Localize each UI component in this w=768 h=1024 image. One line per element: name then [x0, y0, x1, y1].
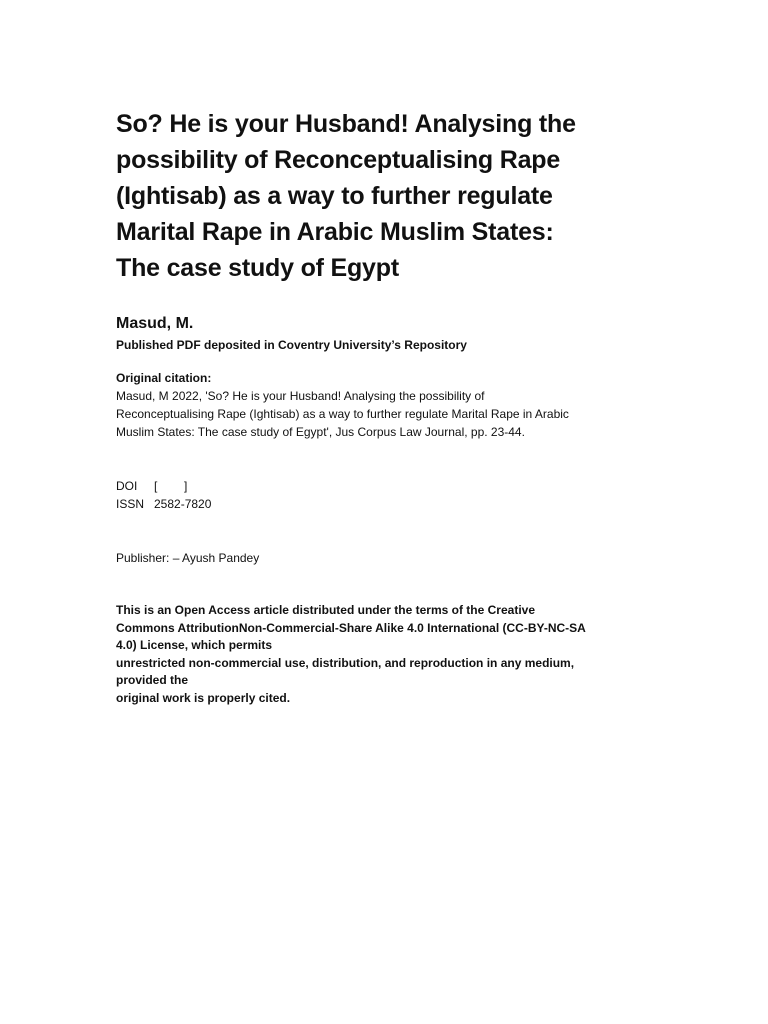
doi-row [116, 477, 656, 495]
author-name: Masud, M. [116, 315, 194, 332]
deposit-note: Published PDF deposited in Coventry University’s Repository [116, 338, 467, 352]
doi-value: [ ] [154, 479, 188, 493]
document-title [116, 106, 656, 286]
publisher: Publisher: – Ayush Pandey [116, 551, 260, 565]
original-citation [116, 387, 656, 441]
license-line: Commons AttributionNon-Commercial-Share Alike 4.0 International (CC-BY-NC-SA [116, 620, 586, 635]
title-line: So? He is your Husband! Analysing the [116, 110, 576, 138]
doi-label: DOI [116, 479, 138, 493]
issn-row [116, 495, 656, 513]
title-line: Marital Rape in Arabic Muslim States: [116, 218, 554, 246]
identifiers [116, 477, 656, 513]
license-line: 4.0) License, which permits [116, 638, 273, 653]
original-citation-label: Original citation: [116, 371, 212, 385]
issn-value: 2582-7820 [154, 497, 212, 511]
license-line: unrestricted non-commercial use, distribution, and reproduction in any medium, [116, 655, 575, 670]
license-line: This is an Open Access article distributed under the terms of the Creative [116, 603, 536, 617]
title-line: (Ightisab) as a way to further regulate [116, 182, 553, 210]
title-line: The case study of Egypt [116, 254, 399, 282]
citation-line: Reconceptualising Rape (Ightisab) as a way to further regulate Marital Rape in Arabic [116, 407, 569, 421]
license-statement [116, 602, 656, 708]
cover-page [116, 106, 656, 708]
citation-line: Masud, M 2022, 'So? He is your Husband! Analysing the possibility of [116, 389, 485, 403]
issn-label: ISSN [116, 497, 145, 511]
license-line: provided the [116, 673, 189, 688]
citation-line: Muslim States: The case study of Egypt', Jus Corpus Law Journal, pp. 23-44. [116, 425, 525, 439]
title-line: possibility of Reconceptualising Rape [116, 146, 561, 174]
license-line: original work is properly cited. [116, 690, 291, 705]
